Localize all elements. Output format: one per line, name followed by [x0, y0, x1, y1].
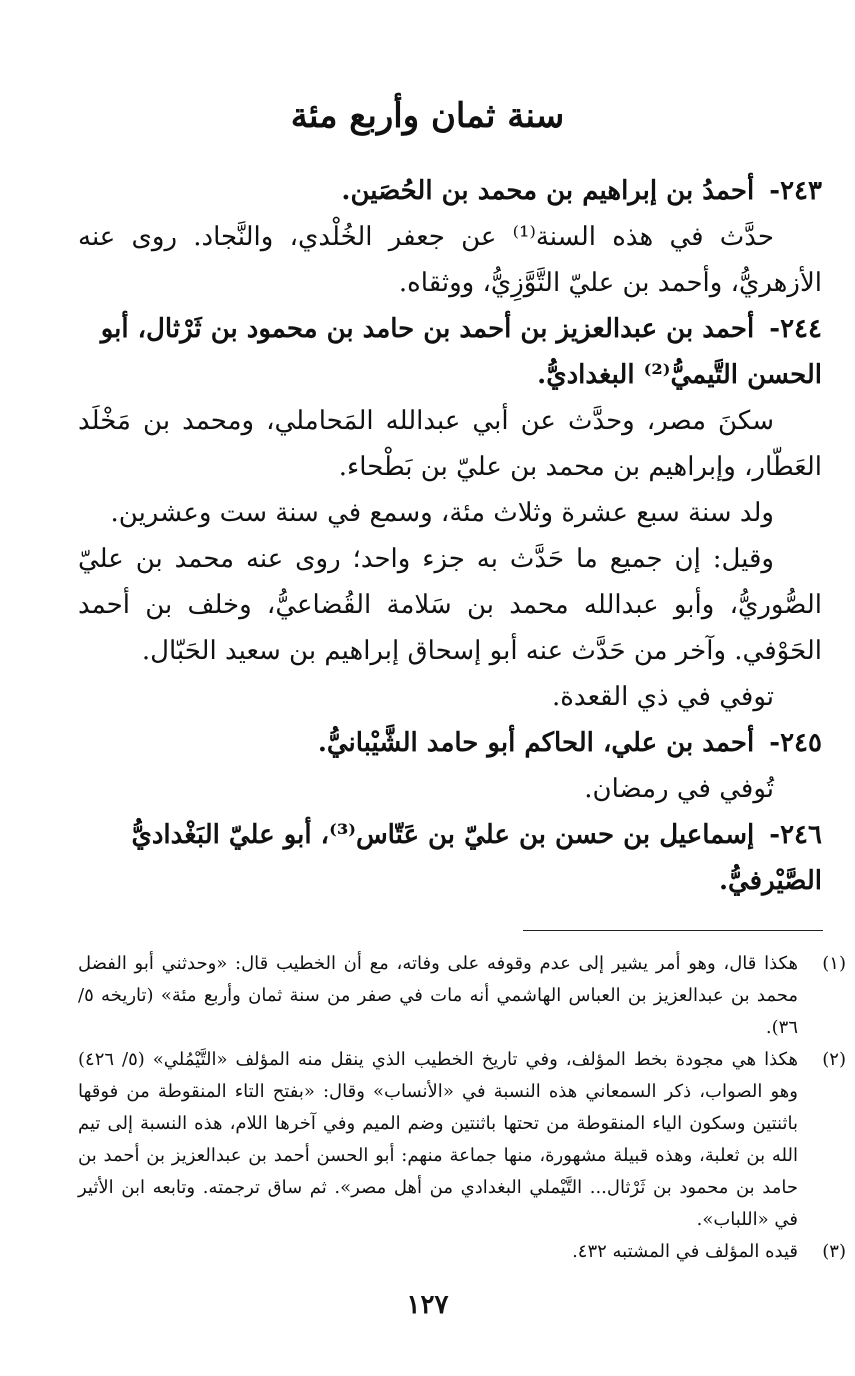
entry-paragraph: سكنَ مصر، وحدَّث عن أبي عبدالله المَحاملي، ومحمد بن مَخْلَد العَطّار، وإبراهيم بن محمد بن عليّ بن بَطْحاء.	[78, 406, 822, 482]
entry-paragraph: تُوفي في رمضان.	[584, 774, 774, 804]
entry-name: إسماعيل بن حسن بن عليّ بن عَتّاس⁽³⁾، أبو عليّ البَغْداديُّ الصَّيْرفيُّ.	[131, 820, 822, 896]
entry-number: ٢٤٦-	[769, 820, 822, 850]
footnote-text: هكذا هي مجودة بخط المؤلف، وفي تاريخ الخطيب الذي ينقل منه المؤلف «التَّيْمُلي» (٥/ ٤٢٦) وهو الصواب، ذكر السمعاني هذه النسبة في «الأنساب» وقال: «بفتح التاء المنقوطة من فوقها باثنتين وسكون الياء المنقوطة من تحتها باثنتين وضم الميم وفي آخرها اللام، هذه النسبة إلى تيم الله بن ثعلبة، وهذه قبيلة مشهورة، منها جماعة منهم: أبو الحسن أحمد بن عبدالعزيز بن أحمد بن حامد بن محمود بن ثَرْثال... التَّيْملي البغدادي من أهل مصر». ثم ساق ترجمته. وتابعه ابن الأثير في «اللباب».	[78, 1049, 798, 1230]
footnote-number: (٣)	[822, 1241, 846, 1262]
entry-name: أحمدُ بن إبراهيم بن محمد بن الحُصَين.	[341, 176, 755, 206]
entry-number: ٢٤٣-	[769, 176, 822, 206]
footnote-number: (١)	[822, 953, 846, 974]
entry-number: ٢٤٤-	[769, 314, 822, 344]
entry-heading	[78, 812, 822, 904]
entry-heading	[78, 306, 822, 398]
footnote-text: قيده المؤلف في المشتبه ٤٣٢.	[572, 1241, 798, 1262]
footnote-text: هكذا قال، وهو أمر يشير إلى عدم وقوفه على وفاته، مع أن الخطيب قال: «وحدثني أبو الفضل محمد بن عبدالعزيز بن العباس الهاشمي أنه مات في صفر من سنة ثمان وأربع مئة» (تاريخه ٥/ ٣٦).	[78, 953, 798, 1038]
footnotes	[78, 948, 846, 1268]
entry-heading	[78, 168, 822, 214]
footnote-number: (٢)	[822, 1049, 846, 1070]
page-number: ١٢٧	[406, 1290, 449, 1320]
entry-paragraph: حدَّث في هذه السنة⁽¹⁾ عن جعفر الخُلْدي، والنَّجاد. روى عنه الأزهريُّ، وأحمد بن عليّ التَّوَّزِيُّ، ووثقاه.	[78, 222, 822, 298]
footnote	[78, 1044, 846, 1236]
main-text	[78, 168, 822, 904]
footnote	[78, 1236, 846, 1268]
entry-number: ٢٤٥-	[769, 728, 822, 758]
entry-name: أحمد بن عبدالعزيز بن أحمد بن حامد بن محمود بن ثَرْثال، أبو الحسن التَّيميُّ⁽²⁾ البغداديُّ.	[100, 314, 822, 390]
entry-paragraph: وقيل: إن جميع ما حَدَّث به جزء واحد؛ روى عنه محمد بن عليّ الصُّوريُّ، وأبو عبدالله محمد بن سَلامة القُضاعيُّ، وخلف بن أحمد الحَوْفي. وآخر من حَدَّث عنه أبو إسحاق إبراهيم بن سعيد الحَبّال.	[78, 544, 822, 666]
section-title: سنة ثمان وأربع مئة	[290, 96, 565, 136]
footnote	[78, 948, 846, 1044]
entry-paragraph: توفي في ذي القعدة.	[552, 682, 774, 712]
entry-heading	[78, 720, 822, 766]
entry-name: أحمد بن علي، الحاكم أبو حامد الشَّيْبانيُّ.	[317, 728, 755, 758]
footnote-divider	[523, 930, 823, 931]
entry-paragraph: ولد سنة سبع عشرة وثلاث مئة، وسمع في سنة ست وعشرين.	[110, 498, 774, 528]
